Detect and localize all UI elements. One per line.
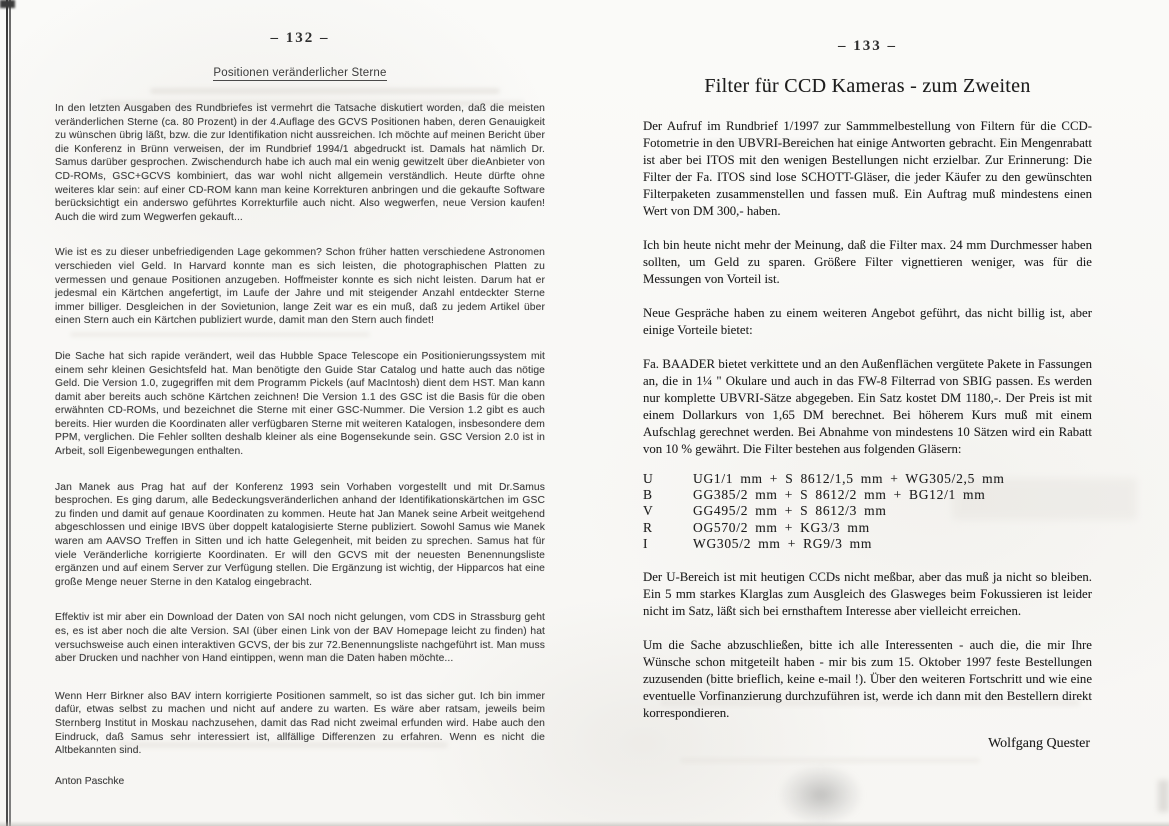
- article-title: Filter für CCD Kameras - zum Zweiten: [704, 75, 1031, 97]
- filter-row: [643, 471, 1092, 487]
- filter-row: [643, 520, 1092, 536]
- paragraph: Wenn Herr Birkner also BAV intern korrigierte Positionen sammelt, so ist das sicher gut. Ich bin immer dafür, etwas selbst zu machen und nicht auf andere zu warten. Es wäre aber ratsam, jeweils beim Sternberg Institut in Moskau nachzusehen, damit das Rad nicht zweimal erfunden wird. Habe auch den Eindruck, daß Samus sehr interessiert ist, allfällige Differenzen zu erfahren. Wenn es nicht die Altbekannten sind.: [55, 690, 545, 757]
- paragraph: Ich bin heute nicht mehr der Meinung, daß die Filter max. 24 mm Durchmesser haben sollten, um Geld zu sparen. Größere Filter vignettieren weniger, was für die Messungen von Vorteil ist.: [643, 238, 1092, 286]
- filter-band: R: [643, 519, 653, 535]
- paragraph: Jan Manek aus Prag hat auf der Konferenz 1993 sein Vorhaben vorgestellt und mit Dr.Samus besprochen. Es ging darum, alle Bedeckungsveränderlichen anhand der Identifikationskärtchen im GSC zu finden und damit auf genaue Koordinaten zu kommen. Heute hat Jan Manek seine Arbeit weitgehend abgeschlossen und einige IBVS über doppelt katalogisierte Sterne publiziert. Sowohl Samus wie Manek waren am AAVSO Treffen in Sitten und ich hatte Gelegenheit, mit beiden zu sprechen. Samus hat für viele Veränderliche korrigierte Koordinaten. Er will den GCVS mit der neuesten Benennungsliste ergänzen und auf einem Server zur Verfügung stellen. Die Ergänzung ist wichtig, der Hipparcos hat eine große Menge neuer Sterne in den Katalog eingebracht.: [55, 481, 545, 588]
- filter-formula: UG1/1 mm + S 8612/1,5 mm + WG305/2,5 mm: [693, 471, 1005, 486]
- filter-band: B: [643, 487, 653, 503]
- spine-edge-line-2: [9, 0, 11, 826]
- scan-bottom-shadow: [0, 821, 1169, 826]
- filter-row: [643, 503, 1092, 519]
- paragraph: Um die Sache abzuschließen, bitte ich alle Interessenten - auch die, die mir Ihre Wünsche schon mitgeteilt haben - mir bis zum 15. Oktober 1997 feste Bestellungen zuzusenden (bitte brieflich, keine e-mail !). Über den weiteren Fortschritt und wie eine eventuelle Vorfinanzierung durchzuführen ist, werde ich dann mit den Bestellern direkt korrespondieren.: [643, 638, 1092, 721]
- paragraph: Der Aufruf im Rundbrief 1/1997 zur Sammmelbestellung von Filtern für die CCD-Fotometrie in den UBVRI-Bereichen hat einige Antworten gebracht. Ein Mengenrabatt ist aber bei ITOS mit den wenigen Bestellungen nicht erzielbar. Zur Erinnerung: Die Filter der Fa. ITOS sind lose SCHOTT-Gläser, die jeder Käufer zu den gewünschten Filterpaketen zusammenstellen und fassen muß. Ein Auftrag muß mindestens einen Wert von DM 300,- haben.: [643, 119, 1092, 218]
- gutter-shadow: [778, 764, 864, 826]
- filter-formula: OG570/2 mm + KG3/3 mm: [693, 519, 870, 535]
- filter-formula: GG385/2 mm + S 8612/2 mm + BG12/1 mm: [693, 487, 986, 503]
- paragraph: Effektiv ist mir aber ein Download der Daten von SAI noch nicht gelungen, vom CDS in Strassburg geht es, es ist aber noch die alte Version. SAI (über einen Link von der BAV Homepage leicht zu finden) hat versuchsweise auch einen interaktiven GCVS, der bis zur 72.Benennungsliste nachgeführt ist. Man muss aber Drucken und nachher von Hand eintippen, wenn man die Daten haben möchte...: [55, 612, 545, 665]
- paragraph: Neue Gespräche haben zu einem weiteren Angebot geführt, das nicht billig ist, aber einige Vorteile bietet:: [643, 306, 1092, 337]
- paragraph: Fa. BAADER bietet verkittete und an den Außenflächen vergütete Pakete in Fassungen an, die in 1¼ " Okulare und auch in das FW-8 Filterrad von SBIG passen. Es werden nur komplette UBVRI-Sätze abgegeben. Ein Satz kostet DM 1180,-. Der Preis ist mit einem Dollarkurs von 1,65 DM berechnet. Bei höherem Kurs muß mit einem Aufschlag gerechnet werden. Bei Abnahme von mindestens 10 Sätzen wird ein Rabatt von 10 % gewährt. Die Filter bestehen aus folgenden Gläsern:: [643, 357, 1092, 456]
- article-title-wrap: [55, 63, 545, 81]
- filter-band: I: [643, 535, 648, 551]
- paragraph: Wie ist es zu dieser unbefriedigenden Lage gekommen? Schon früher hatten verschiedene Astronomen verschieden viel Geld. In Harvard konnte man es sich leisten, die photographischen Platten zu vermessen und genaue Positionen anzugeben. Hoffmeister konnte es sich nicht leisten. Darum hat er jedesmal ein Kärtchen angefertigt, im Laufe der Jahre und mit steigender Anzahl entdeckter Sterne immer billiger. Desgleichen in der Sovietunion, lange Zeit war es ein muß, daß zu jedem Artikel über einen Stern auch ein Kärtchen publiziert wurde, damit man den Stern auch findet!: [55, 247, 545, 327]
- paragraph: Der U-Bereich ist mit heutigen CCDs nicht meßbar, aber das muß ja nicht so bleiben. Ein 5 mm starkes Klarglas zum Ausgleich des Glasweges beim Fokussieren ist leider nicht im Satz, läßt sich bei ernsthaftem Interesse aber vielleicht erreichen.: [643, 570, 1092, 619]
- page-132: [55, 30, 545, 787]
- page-number: – 133 –: [838, 38, 897, 54]
- filter-formula: GG495/2 mm + S 8612/3 mm: [693, 503, 887, 519]
- filter-glass-table: [643, 471, 1092, 552]
- page-number: – 132 –: [270, 30, 330, 46]
- filter-row: [643, 487, 1092, 503]
- paragraph: In den letzten Ausgaben des Rundbriefes ist vermehrt die Tatsache diskutiert worden, daß die meisten veränderlichen Sterne (ca. 80 Prozent) in der 4.Auflage des GCVS Positionen haben, deren Genauigkeit zu wünschen übrig läßt, bzw. die zur Identifikation nicht aussreichen. Ich möchte auf meinen Bericht über die Konferenz in Brünn verweisen, der im Rundbrief 1994/1 abgedruckt ist. Damals hat nämlich Dr. Samus darüber gesprochen. Zwischendurch habe ich auch mal ein wenig gewitzelt über dieAnbieter von CD-ROMs, GSC+GCVS kombiniert, das war wohl nicht allgemein verständlich. Heute dürfte ohne weiteres klar sein: auf einer CD-ROM kann man keine Korrekturen anbringen und die gekaufte Software berücksichtigt ein anderswo geführtes Korrekturfile auch nicht. Also wegwerfen, neue Version kaufen! Auch die wird zum Wegwerfen gekauft...: [55, 103, 545, 223]
- page-133: [643, 30, 1092, 752]
- scan-smudge: [1158, 780, 1169, 812]
- filter-row: [643, 536, 1092, 552]
- filter-band: U: [643, 471, 653, 486]
- author-signature: Wolfgang Quester: [988, 736, 1090, 752]
- filter-formula: WG305/2 mm + RG9/3 mm: [693, 535, 873, 551]
- bleedthrough-ghost: [680, 758, 980, 763]
- article-title: Positionen veränderlicher Sterne: [213, 67, 387, 79]
- scan-corner-mark: [0, 0, 15, 8]
- spine-edge-line: [6, 0, 8, 826]
- author-signature: Anton Paschke: [55, 775, 125, 787]
- paragraph: Die Sache hat sich rapide verändert, weil das Hubble Space Telescope ein Positionierungssystem mit einem sehr kleinen Gesichtsfeld hat. Man benötigte den Guide Star Catalog und hatte auch das nötige Geld. Die Version 1.0, zugegriffen mit dem Programm Pickels (auf MacIntosh) dient dem HST. Man kann damit aber bereits auch schöne Kärtchen zeichnen! Die Version 1.1 des GSC ist die Basis für die oben erwähnten CD-ROMs, und bezeichnet die Sterne mit einer GSC-Nummer. Die Version 1.2 gibt es auch bereits. Hier wurden die Koordinaten aller verfügbaren Sterne mit weiteren Katalogen, insbesondere dem PPM, verglichen. Die Fehler sollten deshalb kleiner als eine Bogensekunde sein. GSC Version 2.0 ist in Arbeit, soll Eigenbewegungen enthalten.: [55, 350, 545, 458]
- filter-band: V: [643, 503, 653, 519]
